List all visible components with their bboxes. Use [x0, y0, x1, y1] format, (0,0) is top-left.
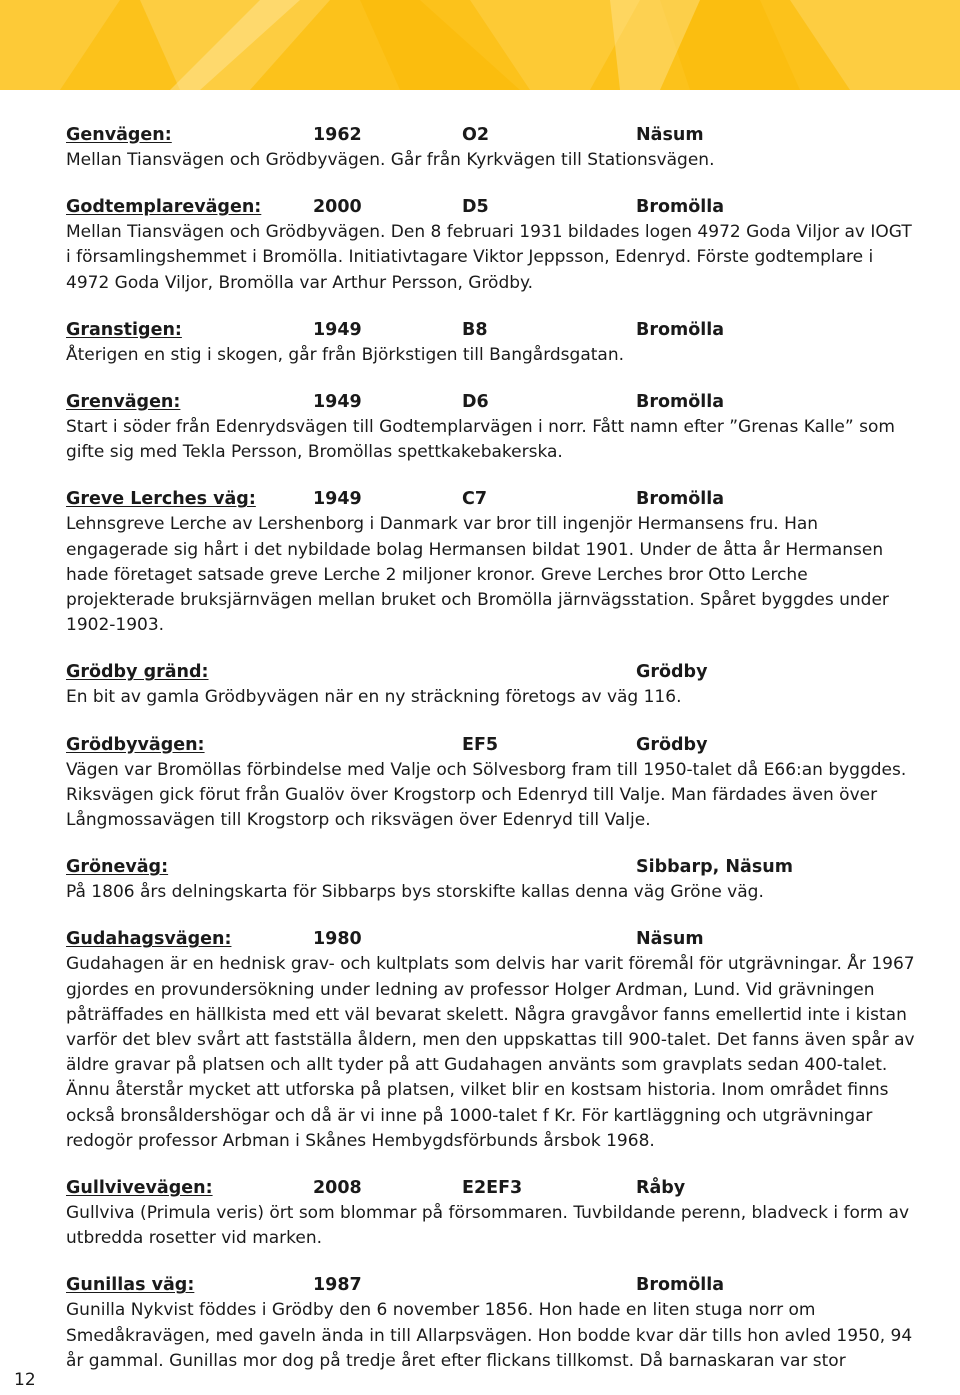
entry-description: Gullviva (Primula veris) ört som blommar på försommaren. Tuvbildande perenn, bladveck i form av utbredda rosetter vid marken.	[66, 1203, 910, 1249]
entry-place: Grödby	[636, 662, 708, 683]
entry-description: Gudahagen är en hednisk grav- och kultplats som delvis har varit föremål för utgrävningar. År 1967 gjordes en provundersökning under ledning av professor Holger Ardman, Lund. Vid grävningen påträffades en hällkista med ett väl bevarat skelett. Några gravgåvor fanns emellertid inte i kistan varför det blev svårt att fastställa åldern, men den uppskattas till 900-talet. Det fanns även spår av äldre gravar på platsen och allt tyder på att Gudahagen använts som gravplats sedan 400-talet. Ännu återstår mycket att utforska på platsen, vilket blir en kostsam historia. Inom området finns också bronsåldershögar och då är vi inne på 1000-talet f Kr. För kartläggning och utgrävningar redogör professor Arbman i Skånes Hembygdsförbunds årsbok 1968.	[66, 954, 915, 1151]
entry-name: Grödbyvägen:	[66, 734, 205, 755]
banner-pattern-graphic	[0, 0, 960, 90]
entry-description: Mellan Tiansvägen och Grödbyvägen. Går från Kyrkvägen till Stationsvägen.	[66, 150, 715, 170]
entry-place: Näsum	[636, 929, 704, 950]
entry-description: Start i söder från Edenrydsvägen till Godtemplarvägen i norr. Fått namn efter ”Grenas Kalle” som gifte sig med Tekla Persson, Bromöllas spettkakebakerska.	[66, 417, 895, 463]
entry-map-code: B8	[462, 319, 488, 340]
entry-name: Gullvivevägen:	[66, 1178, 213, 1199]
entry-name: Genvägen:	[66, 125, 172, 145]
entry-place: Grödby	[636, 734, 708, 755]
entry-description: På 1806 års delningskarta för Sibbarps bys storskifte kallas denna väg Gröne väg.	[66, 882, 764, 903]
entry-name: Gunillas väg:	[66, 1275, 195, 1296]
entry-place: Bromölla	[636, 319, 725, 340]
entry-gronevag	[66, 854, 916, 905]
entry-description: Återigen en stig i skogen, går från Björkstigen till Bangårdsgatan.	[66, 344, 625, 365]
entry-header	[66, 1272, 916, 1298]
entry-map-code: C7	[462, 489, 488, 510]
entry-name: Grenvägen:	[66, 392, 181, 413]
entry-header	[66, 122, 916, 148]
entry-map-code: D6	[462, 392, 489, 413]
entry-description: Vägen var Bromöllas förbindelse med Valje och Sölvesborg fram till 1950-talet då E66:an byggdes. Riksvägen gick förut från Gualöv över Krogstorp och Edenryd till Valje. Man färdades även över Långmossavägen till Krogstorp och riksvägen över Edenryd till Valje.	[66, 759, 907, 831]
entry-year: 1949	[313, 392, 362, 413]
entry-map-code: O2	[462, 125, 490, 145]
entry-greve-lerches-vag	[66, 486, 916, 638]
entry-name: Granstigen:	[66, 319, 182, 340]
street-name-list	[66, 122, 916, 1395]
entry-place: Bromölla	[636, 489, 725, 510]
entry-map-code: D5	[462, 197, 489, 218]
entry-godtemplarevagen	[66, 194, 916, 296]
entry-map-code: E2EF3	[462, 1178, 523, 1199]
entry-header	[66, 926, 916, 952]
entry-name: Gröneväg:	[66, 857, 169, 878]
entry-description: Lehnsgreve Lerche av Lershenborg i Danmark var bror till ingenjör Hermansens fru. Han engagerade sig hårt i det nybildade bolag Hermansen bildat 1901. Under de åtta år Hermansen hade företaget satsade greve Lerche 2 miljoner kronor. Greve Lerches bror Otto Lerche projekterade bruksjärnvägen mellan bruket och Bromölla järnvägsstation. Spåret byggdes under 1902-1903.	[66, 514, 889, 636]
entry-gudahagsvagen	[66, 926, 916, 1154]
entry-year: 2008	[313, 1178, 362, 1199]
entry-header	[66, 659, 916, 685]
entry-name: Greve Lerches väg:	[66, 489, 256, 510]
entry-year: 1949	[313, 489, 362, 510]
entry-grenvagen	[66, 389, 916, 465]
entry-place: Råby	[636, 1178, 686, 1199]
entry-place: Bromölla	[636, 1275, 725, 1296]
entry-name: Grödby gränd:	[66, 662, 209, 683]
entry-granstigen	[66, 317, 916, 368]
entry-header	[66, 1175, 916, 1201]
entry-gullvivevagen	[66, 1175, 916, 1251]
entry-map-code: EF5	[462, 734, 499, 755]
entry-grodbyvagen	[66, 732, 916, 834]
entry-place: Bromölla	[636, 197, 725, 218]
entry-header	[66, 486, 916, 512]
entry-header	[66, 389, 916, 415]
entry-place: Sibbarp, Näsum	[636, 857, 793, 878]
entry-description: En bit av gamla Grödbyvägen när en ny sträckning företogs av väg 116.	[66, 687, 682, 708]
entry-place: Näsum	[636, 125, 704, 145]
entry-description: Mellan Tiansvägen och Grödbyvägen. Den 8 februari 1931 bildades logen 4972 Goda Viljor av IOGT i församlingshemmet i Bromölla. Initiativtagare Viktor Jeppsson, Edenryd. Förste godtemplare i 4972 Goda Viljor, Bromölla var Arthur Persson, Grödby.	[66, 222, 912, 293]
page-number: 12	[14, 1370, 36, 1390]
entry-grodby-grand	[66, 659, 916, 710]
entry-year: 1949	[313, 319, 362, 340]
entry-gunillas-vag	[66, 1272, 916, 1374]
entry-header	[66, 194, 916, 220]
entry-name: Godtemplarevägen:	[66, 197, 262, 218]
entry-year: 1980	[313, 929, 362, 950]
entry-header	[66, 854, 916, 880]
entry-genvagen	[66, 122, 916, 173]
entry-place: Bromölla	[636, 392, 725, 413]
entry-header	[66, 732, 916, 758]
entry-header	[66, 317, 916, 343]
header-banner	[0, 0, 960, 90]
entry-description: Gunilla Nykvist föddes i Grödby den 6 november 1856. Hon hade en liten stuga norr om Smedåkravägen, med gaveln ända in till Allarpsvägen. Hon bodde kvar där tills hon avled 1950, 94 år gammal. Gunillas mor dog på tredje året efter flickans tillkomst. Då barnaskaran var stor	[66, 1300, 913, 1371]
entry-year: 1962	[313, 125, 362, 145]
entry-year: 1987	[313, 1275, 362, 1296]
entry-year: 2000	[313, 197, 362, 218]
entry-name: Gudahagsvägen:	[66, 929, 232, 950]
